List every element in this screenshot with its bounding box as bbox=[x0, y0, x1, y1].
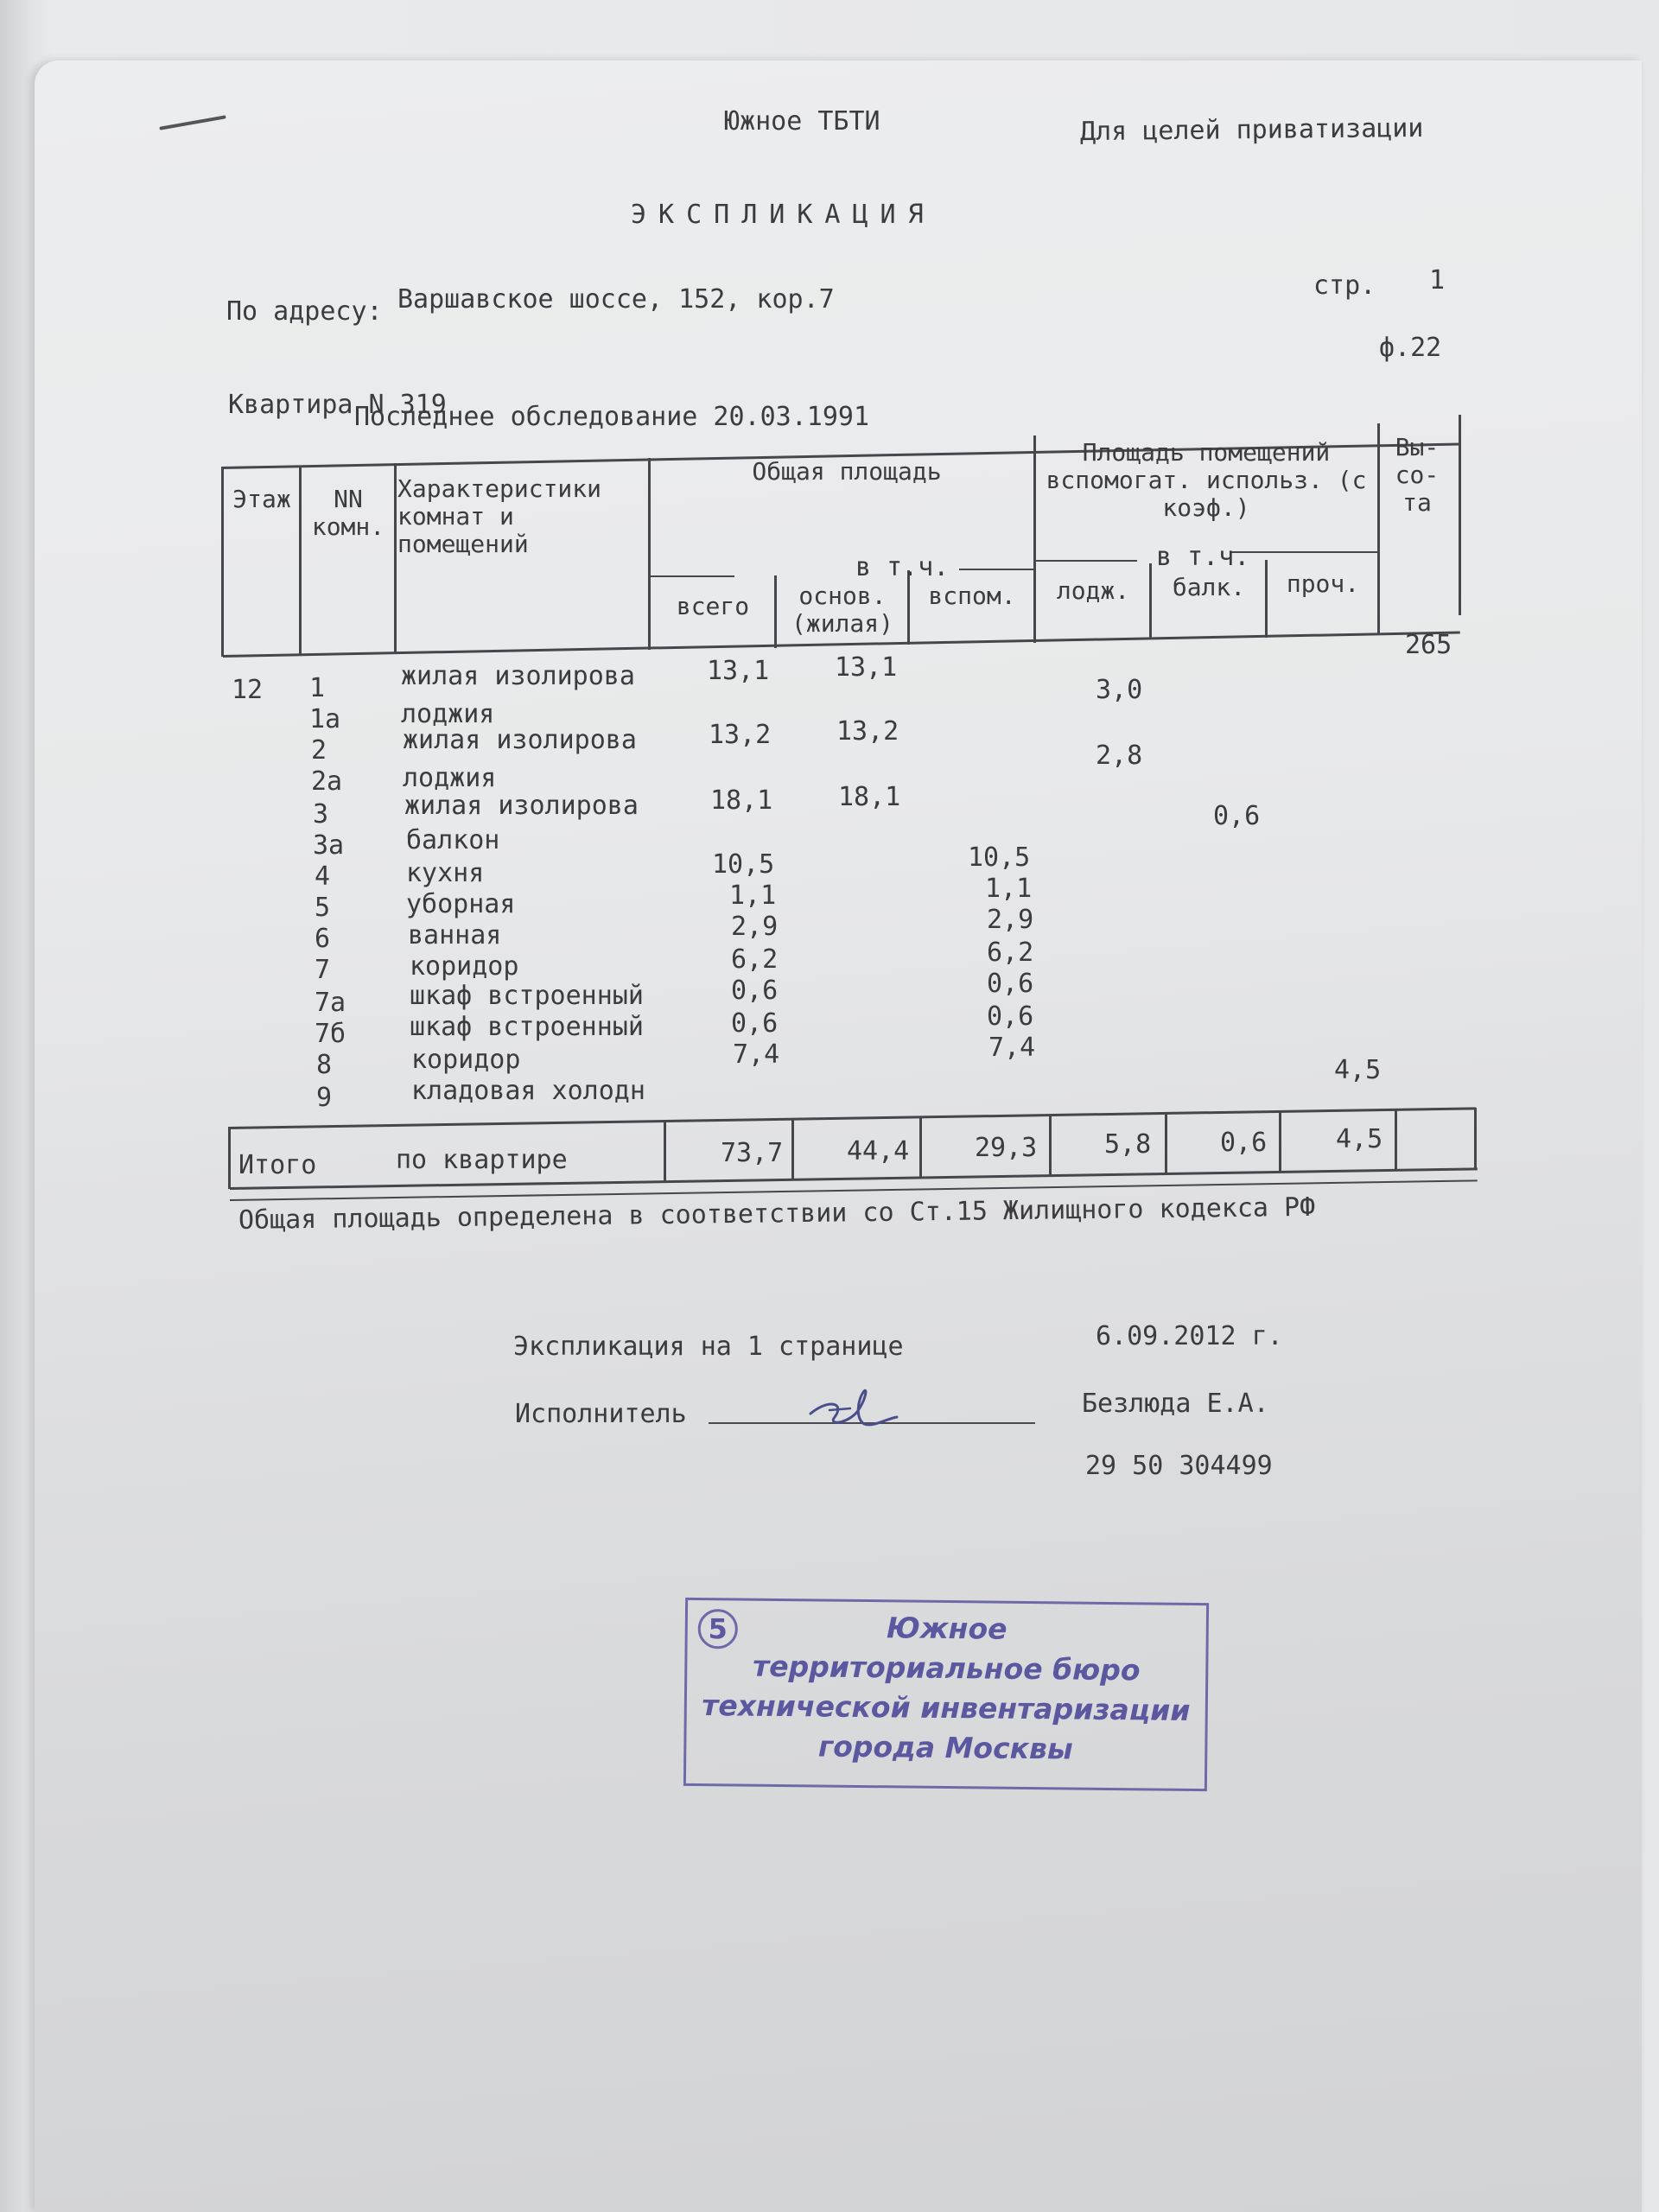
cell-total: 10,5 bbox=[712, 849, 775, 880]
totals-aux: 29,3 bbox=[975, 1133, 1038, 1163]
col-main: основ. (жилая) bbox=[791, 582, 893, 638]
cell-nn: 4 bbox=[315, 861, 331, 892]
office-stamp bbox=[683, 1598, 1209, 1791]
col-line bbox=[919, 1118, 922, 1179]
pen-mark bbox=[159, 115, 226, 130]
col-line bbox=[1149, 563, 1152, 639]
stamp-number: 5 bbox=[698, 1609, 738, 1649]
stamp-line3: технической инвентаризации bbox=[702, 1688, 1191, 1727]
cell-total: 13,1 bbox=[707, 656, 770, 686]
cell-total: 18,1 bbox=[710, 785, 773, 816]
cell-aux: 0,6 bbox=[987, 1001, 1034, 1032]
col-incl: в т.ч. bbox=[855, 552, 950, 582]
row-line bbox=[959, 569, 1033, 570]
col-line bbox=[1049, 1115, 1052, 1175]
col-incl2: в т.ч. bbox=[1156, 542, 1250, 572]
cell-nn: 9 bbox=[316, 1083, 333, 1113]
totals-label: Итого bbox=[238, 1150, 317, 1180]
stamp-line2: территориальное бюро bbox=[752, 1649, 1141, 1688]
col-nn: NN комн. bbox=[311, 485, 385, 541]
cell-name: шкаф встроенный bbox=[410, 981, 644, 1011]
cell-aux: 10,5 bbox=[968, 842, 1031, 873]
executor-label: Исполнитель bbox=[515, 1399, 687, 1429]
col-line bbox=[1474, 1108, 1477, 1168]
cell-name: жилая изолирова bbox=[403, 725, 637, 755]
cell-total: 0,6 bbox=[731, 1008, 779, 1039]
cell-balcony: 0,6 bbox=[1213, 801, 1261, 831]
cell-name: балкон bbox=[406, 825, 500, 855]
totals-balcony: 0,6 bbox=[1220, 1128, 1268, 1158]
col-other: проч. bbox=[1286, 569, 1360, 598]
cell-nn: 6 bbox=[315, 924, 331, 954]
totals-total: 73,7 bbox=[721, 1138, 784, 1168]
cell-nn: 7б bbox=[315, 1019, 346, 1049]
address: Варшавское шоссе, 152, кор.7 bbox=[397, 284, 835, 315]
cell-nn: 2а bbox=[311, 766, 343, 797]
col-line bbox=[1459, 415, 1461, 615]
cell-nn: 3а bbox=[313, 830, 345, 861]
issue-date: 6.09.2012 г. bbox=[1096, 1321, 1283, 1351]
cell-other: 4,5 bbox=[1334, 1055, 1382, 1085]
cell-aux: 1,1 bbox=[985, 874, 1033, 904]
executor-name: Безлюда Е.А. bbox=[1082, 1389, 1269, 1419]
col-line bbox=[1265, 560, 1268, 638]
col-line bbox=[394, 463, 397, 653]
address-label: По адресу: bbox=[226, 296, 383, 327]
cell-name: коридор bbox=[411, 1045, 521, 1075]
cell-main: 18,1 bbox=[838, 782, 901, 812]
cell-name: жилая изолирова bbox=[401, 661, 635, 691]
cell-name: ванная bbox=[408, 920, 502, 950]
col-height: Вы- со- та bbox=[1395, 433, 1440, 517]
totals-label2: по квартире bbox=[396, 1145, 568, 1175]
cell-loggia: 3,0 bbox=[1096, 675, 1143, 705]
doc-title: ЭКСПЛИКАЦИЯ bbox=[631, 200, 936, 230]
col-floor: Этаж bbox=[232, 485, 291, 513]
cell-total: 1,1 bbox=[729, 880, 777, 911]
col-aux: вспом. bbox=[928, 582, 1016, 610]
col-line bbox=[221, 467, 224, 657]
col-line bbox=[1395, 1109, 1397, 1170]
cell-name: кладовая холодн bbox=[411, 1076, 645, 1106]
cell-nn: 7а bbox=[315, 988, 346, 1018]
col-loggia: лодж. bbox=[1056, 576, 1130, 605]
cell-nn: 2 bbox=[311, 735, 327, 766]
col-total: всего bbox=[676, 592, 750, 620]
cell-aux: 0,6 bbox=[987, 969, 1034, 999]
cell-name: шкаф встроенный bbox=[410, 1012, 644, 1042]
cell-total: 6,2 bbox=[731, 944, 779, 975]
cell-loggia: 2,8 bbox=[1096, 741, 1143, 771]
col-balcony: балк. bbox=[1172, 573, 1246, 601]
office-name: Южное ТБТИ bbox=[724, 106, 880, 137]
page-label: стр. bbox=[1313, 270, 1376, 301]
row-line bbox=[1033, 560, 1137, 562]
cell-nn: 1а bbox=[309, 704, 341, 734]
col-line bbox=[774, 575, 777, 648]
signature-icon bbox=[804, 1379, 907, 1440]
col-line bbox=[1165, 1113, 1167, 1173]
cell-aux: 7,4 bbox=[988, 1033, 1036, 1063]
cell-main: 13,1 bbox=[835, 652, 898, 683]
area-note: Общая площадь определена в соответствии со Ст.15 Жилищного кодекса РФ bbox=[238, 1192, 1316, 1236]
row-line bbox=[1230, 551, 1377, 553]
col-line bbox=[299, 467, 302, 655]
cell-total: 13,2 bbox=[709, 720, 772, 750]
col-characteristics: Характеристики комнат и помещений bbox=[397, 474, 602, 558]
height-value: 265 bbox=[1405, 630, 1452, 660]
cell-nn: 3 bbox=[313, 799, 329, 830]
totals-main: 44,4 bbox=[847, 1136, 910, 1166]
purpose: Для целей приватизации bbox=[1079, 112, 1424, 148]
col-line bbox=[791, 1120, 794, 1180]
cell-main: 13,2 bbox=[836, 716, 899, 747]
totals-loggia: 5,8 bbox=[1104, 1129, 1152, 1160]
cell-total: 0,6 bbox=[731, 976, 779, 1006]
cell-nn: 7 bbox=[315, 955, 331, 985]
cell-name: коридор bbox=[410, 951, 519, 982]
cell-nn: 8 bbox=[316, 1050, 333, 1080]
row-line bbox=[648, 575, 734, 577]
cell-name: кухня bbox=[406, 858, 485, 888]
executor-code: 29 50 304499 bbox=[1085, 1451, 1273, 1481]
cell-total: 2,9 bbox=[731, 912, 779, 942]
cell-name: жилая изолирова bbox=[404, 791, 639, 821]
col-aux-area: Площадь помещений вспомогат. использ. (с коэф.) bbox=[1046, 438, 1367, 522]
col-line bbox=[1377, 423, 1380, 634]
col-line bbox=[1033, 435, 1036, 643]
flat-number: Квартира N 319 bbox=[228, 390, 447, 420]
page-number: 1 bbox=[1429, 265, 1446, 296]
cell-nn: 5 bbox=[315, 893, 331, 923]
form-number: ф.22 bbox=[1379, 333, 1442, 363]
cell-aux: 6,2 bbox=[987, 938, 1034, 968]
col-total-area: Общая площадь bbox=[752, 457, 942, 486]
cell-name: лоджия bbox=[403, 763, 497, 793]
totals-other: 4,5 bbox=[1336, 1124, 1383, 1154]
cell-nn: 1 bbox=[309, 673, 326, 703]
stamp-line4: города Москвы bbox=[817, 1729, 1073, 1766]
survey-date: Последнее обследование 20.03.1991 bbox=[354, 402, 870, 432]
floor-value: 12 bbox=[232, 675, 264, 705]
cell-name: лоджия bbox=[401, 699, 495, 729]
totals-top-border bbox=[228, 1107, 1476, 1129]
cell-name: уборная bbox=[406, 889, 516, 919]
col-line bbox=[664, 1122, 666, 1182]
pages-count: Экспликация на 1 странице bbox=[513, 1332, 904, 1362]
col-line bbox=[1279, 1111, 1281, 1172]
col-line bbox=[228, 1127, 231, 1189]
cell-aux: 2,9 bbox=[987, 905, 1034, 935]
stamp-line1: Южное bbox=[886, 1611, 1007, 1646]
col-line bbox=[648, 458, 651, 650]
cell-total: 7,4 bbox=[733, 1039, 780, 1070]
